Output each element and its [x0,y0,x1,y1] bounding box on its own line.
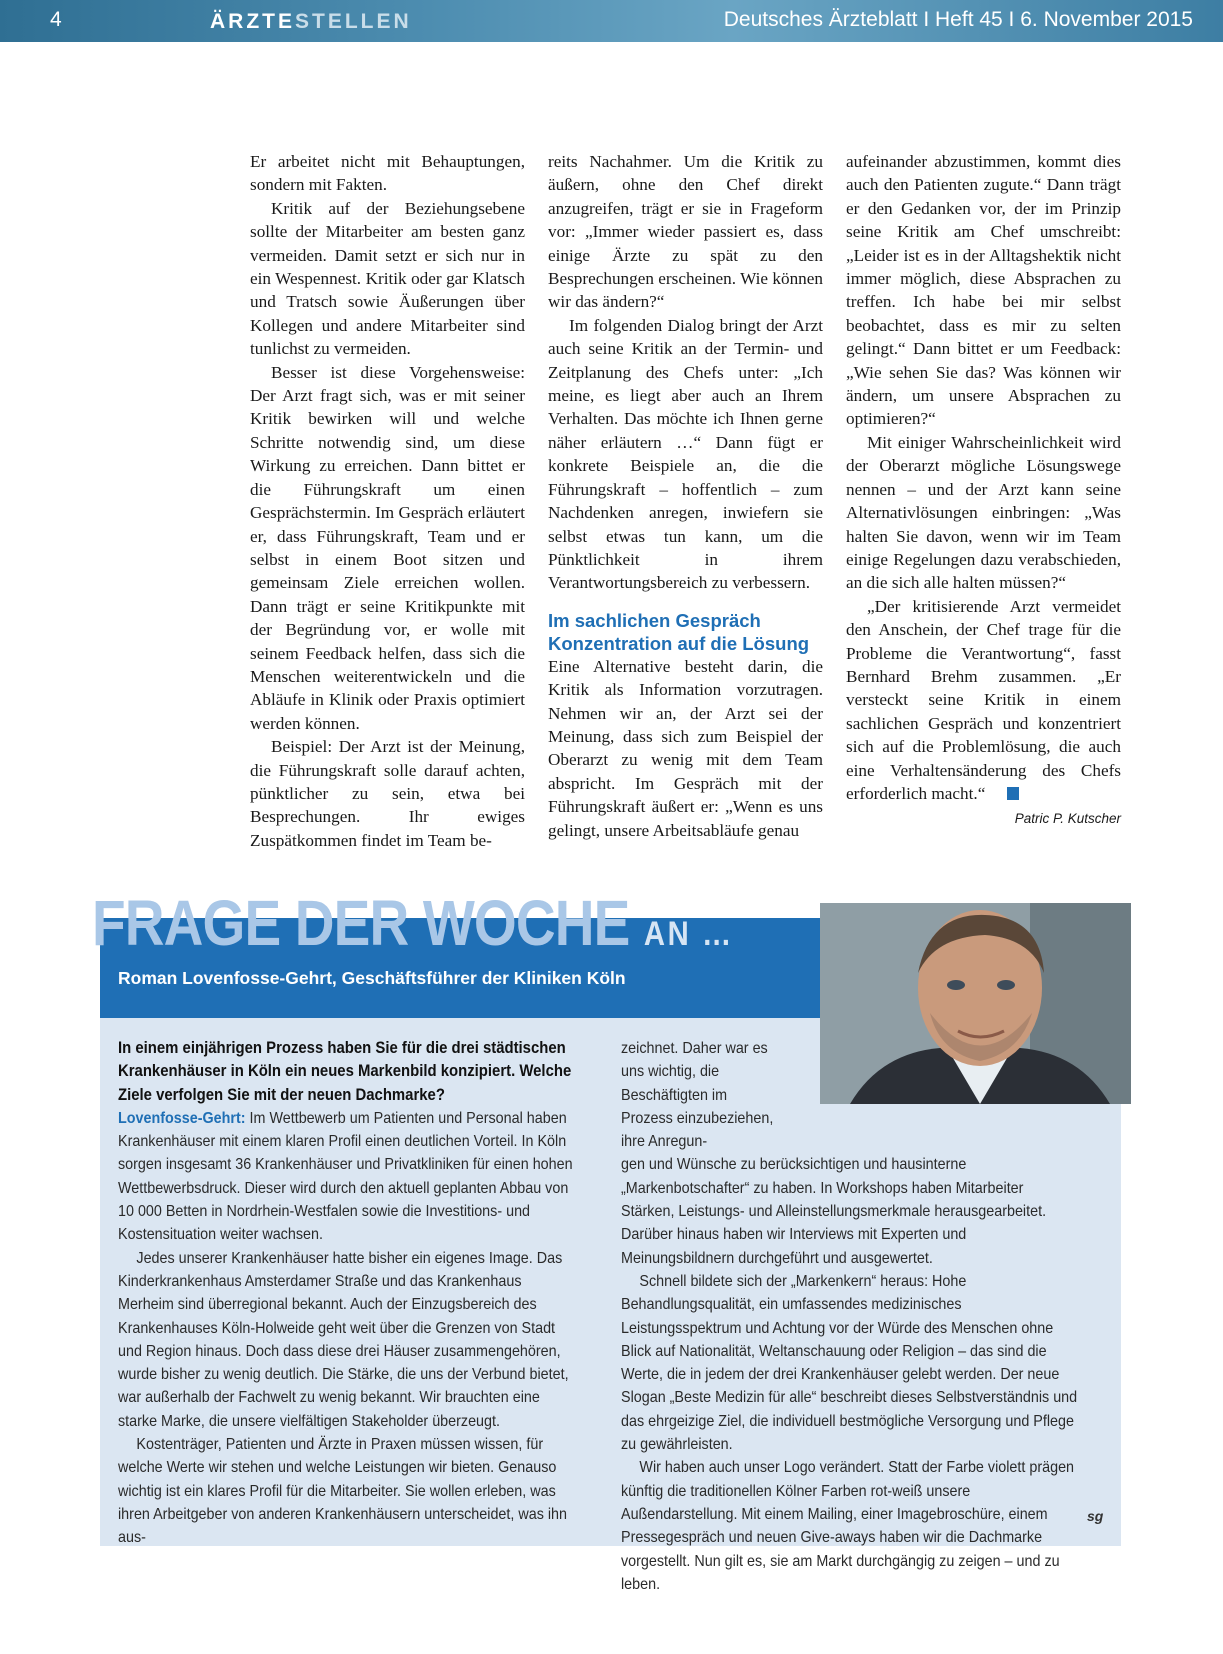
page-number: 4 [50,8,62,31]
answer-paragraph: Schnell bildete sich der „Markenkern“ heraus: Hohe Behandlungsqualität, ein umfassendes medizinisches Leistungsspektrum und Achtung vor der Würde des Menschen ohne Blick auf Nationalität, Weltanschauung oder Religion – das sind die Werte, die in jedem der drei Krankenhäuser gelebt werden. Der neue Slogan „Beste Medizin für alle“ beschreibt dieses Selbstverständnis und das ehrgeizige Ziel, die individuell bestmögliche Versorgung und Pflege zu gewährleisten. [621,1272,1078,1454]
paragraph: Besser ist diese Vorgehensweise: Der Arzt fragt sich, was er mit seiner Kritik bewirken will und welche Schritte notwendig sind, um diese Wirkung zu erreichen. Dann bittet er die Führungskraft um einen Gesprächstermin. Im Gespräch erläutert er, dass Führungskraft, Team und er selbst in einem Boot sitzen und gemeinsam Ziele erreichen wollen. Dann trägt er seine Kritikpunkte mit der Begründung vor, er wolle mit seinem Feedback helfen, dass sich die Menschen weiterentwickeln und die Abläufe in Klinik oder Praxis optimiert werden können. [250,362,525,733]
subheading-line-2: Konzentration auf die Lösung [548,632,810,654]
answer-paragraph: gen und Wünsche zu berücksichtigen und hausinterne „Markenbotschafter“ zu haben. In Workshops haben Mitarbeiter Stärken, Leistungs- und Alleinstellungsmerkmale herausgearbeitet. Darüber hinaus haben wir Interviews mit Experten und Meinungsbildnern durchgeführt und ausgewertet. [621,1156,1047,1267]
speaker-label: Lovenfosse-Gehrt: [118,1109,246,1127]
paragraph-last [846,595,1121,806]
interview-question: In einem einjährigen Prozess haben Sie für die drei städtischen Krankenhäuser in Köln ein neues Markenbild konzipiert. Welche Ziele verfolgen Sie mit der neuen Dachmarke? [118,1039,572,1104]
paragraph: Er arbeitet nicht mit Behauptungen, sondern mit Fakten. [250,152,525,195]
paragraph: Beispiel: Der Arzt ist der Meinung, die Führungskraft solle darauf achten, pünktlicher zu sein, etwa bei Besprechungen. Ihr ewiges Zuspätkommen findet im Team be- [250,737,525,850]
brand-part-1: ÄRZTE [210,10,295,33]
end-mark-icon [1007,787,1019,800]
answer-paragraph: Jedes unserer Krankenhäuser hatte bisher ein eigenes Image. Das Kinderkrankenhaus Amsterdamer Straße und das Krankenhaus Merheim sind überregional bekannt. Auch der Einzugsbereich des Krankenhauses Köln-Holweide geht weit über die Grenzen von Stadt und Region hinaus. Doch dass diese drei Häuser zusammengehören, wurde bisher zu wenig deutlich. Die Stärke, die uns der Verbund bietet, war außerhalb der Fachwelt zu wenig bekannt. Wir brauchten eine starke Marke, die unsere vielfältigen Stakeholder überzeugt. [118,1249,569,1430]
paragraph: aufeinander abzustimmen, kommt dies auch den Patienten zugute.“ Dann trägt er den Gedanken vor, der im Prinzip seine Kritik am Chef umschreibt: „Leider ist es in der Alltagshektik nicht immer möglich, diese Absprachen zu treffen. Ich habe bei mir selbst beobachtet, dass es mir zu selten gelingt.“ Dann bittet er um Feedback: „Wie sehen Sie das? Was können wir ändern, um unsere Absprachen zu optimieren?“ [846,152,1121,429]
answer-paragraph: Kostenträger, Patienten und Ärzte in Praxen müssen wissen, für welche Werte wir stehen und welche Leistungen wir bieten. Genauso wichtig ist ein klares Profil für die Mitarbeiter. Sie wollen erleben, was ihren Arbeitgeber von anderen Krankenhäusern unterscheidet, was ihn aus- [118,1436,568,1547]
paragraph: Mit einiger Wahrscheinlichkeit wird der Oberarzt mögliche Lösungswege nennen – und der Arzt kann seine Alternativlösungen einbringen: „Was halten Sie davon, wenn wir im Team einige Regelungen dazu verabschieden, an die sich alle halten müssen?“ [846,432,1121,593]
fdw-title [92,888,734,969]
paragraph: Kritik auf der Beziehungsebene sollte der Mitarbeiter am besten ganz vermeiden. Damit setzt er sich nur in ein Wespennest. Kritik oder gar Klatsch und Tratsch sowie Äußerungen über Kollegen und andere Mitarbeiter sind tunlichst zu vermeiden. [250,198,525,359]
issue-info: Deutsches Ärzteblatt I Heft 45 I 6. November 2015 [723,8,1193,31]
article-column-2 [548,150,823,842]
answer-paragraph [118,1107,576,1247]
subheading-line-1: Im sachlichen Gespräch [548,609,761,631]
fdw-title-suffix: AN … [643,915,734,953]
paragraph: Eine Alternative besteht darin, die Kritik als Information vorzutragen. Nehmen wir an, der Arzt sei der Meinung, dass sich zum Beispiel der Oberarzt zu wenig mit dem Team abspricht. Im Gespräch mit der Führungskraft äußert er: „Wenn es uns gelingt, unsere Arbeitsabläufe genau [548,656,823,840]
interviewee-name: Roman Lovenfosse-Gehrt, Geschäftsführer der Kliniken Köln [118,968,626,988]
page-header [0,0,1223,42]
paragraph: Im folgenden Dialog bringt der Arzt auch seine Kritik an der Termin- und Zeitplanung des Chefs unter: „Ich meine, es liegt aber auch an Ihrem Verhalten. Das möchte ich Ihnen gerne näher erläutern …“ Dann fügt er konkrete Beispiele an, die die Führungskraft – hoffentlich – zum Nachdenken anregen, inwiefern sie selbst etwas tun kann, um die Pünktlichkeit in ihrem Verantwortungsbereich zu verbessern. [548,315,823,593]
section-brand [210,10,412,34]
answer-paragraph-narrow: zeichnet. Daher war es uns wichtig, die Beschäftigten im Prozess einzubeziehen, ihre Anregun- [621,1040,774,1151]
paragraph-text: „Der kritisierende Arzt vermeidet den Anschein, der Chef trage für die Probleme die Verantwortung“, fasst Bernhard Brehm zusammen. „Er versteckt seine Kritik in einem sachlichen Gespräch und konzentriert sich auf die Problemlösung, die auch eine Verhaltensänderung des Chefs erforderlich macht.“ [846,596,1121,803]
interview-signature: sg [1087,1508,1104,1524]
article-column-1 [250,150,525,852]
article-author: Patric P. Kutscher [1014,811,1121,827]
article-subheading [548,609,823,655]
answer-text: Im Wettbewerb um Patienten und Personal haben Krankenhäuser mit einem klaren Profil einen deutlichen Vorteil. In Köln sorgen insgesamt 36 Krankenhäuser und Privatkliniken für einen hohen Wettbewerbsdruck. Dieser wird durch den aktuell geplanten Abbau von 10 000 Betten in Nordrhein-Westfalen sowie die Investitions- und Kostensituation weiter wachsen. [118,1109,573,1244]
answer-paragraph: Wir haben auch unser Logo verändert. Statt der Farbe violett prägen künftig die traditionellen Kölner Farben rot-weiß unsere Außendarstellung. Mit einem Mailing, einer Imagebroschüre, einem Pressegespräch und neuen Give-aways haben wir die Dachmarke vorgestellt. Nun gilt es, sie am Markt durchgängig zu zeigen – und zu leben. [621,1459,1075,1593]
article-column-3 [846,150,1121,831]
interview-column-2 [621,1037,1080,1596]
brand-part-2: STELLEN [295,10,412,33]
fdw-title-main: FRAGE DER WOCHE [92,887,630,959]
interview-column-1 [118,1037,576,1550]
paragraph: reits Nachahmer. Um die Kritik zu äußern, ohne den Chef direkt anzugreifen, trägt er sie in Frageform vor: „Immer wieder passiert es, dass einige Ärzte zu spät zu den Besprechungen erscheinen. Wie können wir das ändern?“ [548,152,823,312]
